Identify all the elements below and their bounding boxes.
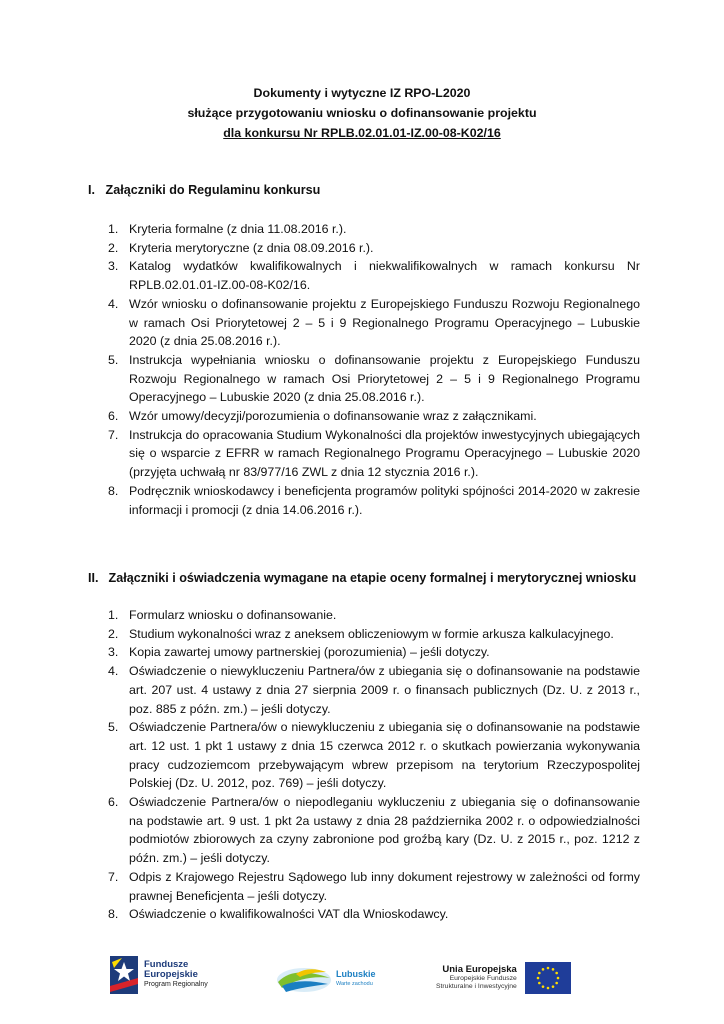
title-line-2: służące przygotowaniu wniosku o dofinansowanie projektu [187,106,537,120]
list-item [108,905,640,924]
section-1-number: I. [88,183,95,197]
eu-star [555,982,558,985]
list-item [108,220,640,239]
list-item-number: 4. [108,296,119,311]
list-item [108,643,640,662]
eu-star [557,977,560,980]
list-item-number: 8. [108,907,119,922]
section-2-title: Załączniki i oświadczenia wymagane na etapie oceny formalnej i merytorycznej wniosku [108,571,637,585]
list-item-text: Wzór wniosku o dofinansowanie projektu z Europejskiego Funduszu Rozwoju Regionalnego w ramach Osi Priorytetowej 2 – 5 i 9 Regionalnego Programu Operacyjnego – Lubuskie 2020 (z dnia 25.08.2016 r.). [129,296,640,349]
list-item-text: Podręcznik wnioskodawcy i beneficjenta programów polityki spójności 2014-2020 w zakresie informacji i promocji (z dnia 14.06.2016 r.). [129,483,640,517]
list-item-number: 6. [108,409,119,424]
list-item-text: Studium wykonalności wraz z aneksem obliczeniowym w formie arkusza kalkulacyjnego. [129,626,614,641]
list-item-text: Kopia zawartej umowy partnerskiej (porozumienia) – jeśli dotyczy. [129,645,490,660]
list-item [108,482,640,519]
list-item [108,426,640,482]
eu-star [542,968,545,971]
fe-line-1: Fundusze [144,959,189,970]
list-item [108,257,640,294]
list-item-number: 7. [108,427,119,442]
title-line-1: Dokumenty i wytyczne IZ RPO-L2020 [253,86,471,100]
fe-line-3: Program Regionalny [144,981,208,988]
fe-line-2: Europejskie [144,969,198,980]
document-title [0,83,724,143]
list-item [108,606,640,625]
lubuskie-name: Lubuskie [336,969,376,979]
list-item-number: 7. [108,869,119,884]
eu-star [537,977,540,980]
list-item [108,662,640,718]
list-item-text: Odpis z Krajowego Rejestru Sądowego lub inny dokument rejestrowy w zależności od formy prawnej Beneficjenta – jeśli dotyczy. [129,869,640,903]
lubuskie-wave-icon [276,964,332,994]
section-1-title: Załączniki do Regulaminu konkursu [105,183,321,197]
list-item-text: Oświadczenie Partnera/ów o niepodleganiu wykluczeniu z ubiegania się o dofinansowanie na podstawie art. 9 ust. 1 pkt 2a ustawy z dnia 28 października 2002 r. o odpowiedzialności podmiotów zbiorowych za czyny zabronione pod groźbą kary (Dz. U. z 2015 r., poz. 1212 z późn. zm.) – jeśli dotyczy. [129,795,640,866]
section-1-heading [88,181,320,199]
list-item [108,351,640,407]
lubuskie-logo [276,964,376,994]
ue-line-2: Europejskie Fundusze [449,975,517,982]
list-item-number: 2. [108,626,119,641]
eu-star [547,987,550,990]
footer-logos [0,950,724,1010]
section-2-heading [88,569,636,587]
list-item-text: Oświadczenie o niewykluczeniu Partnera/ów z ubiegania się o dofinansowanie na podstawie art. 207 ust. 4 ustawy z dnia 27 sierpnia 2009 r. o finansach publicznych (Dz. U. z 2013 r., poz. 885 z późn. zm.) – jeśli dotyczy. [129,664,640,716]
list-item-number: 4. [108,664,119,679]
ue-line-3: Strukturalne i Inwestycyjne [436,983,517,990]
eu-star [552,968,555,971]
list-item-number: 6. [108,795,119,810]
list-item-text: Kryteria formalne (z dnia 11.08.2016 r.). [129,222,347,236]
list-item-text: Kryteria merytoryczne (z dnia 08.09.2016 r.). [129,240,374,255]
list-item-number: 2. [108,240,119,255]
list-item-number: 3. [108,645,119,660]
section-1-list [108,220,640,519]
section-2-number: II. [88,571,99,585]
eu-flag-icon [525,962,571,994]
ue-line-1: Unia Europejska [442,964,517,975]
eu-star [552,985,555,988]
list-item [108,239,640,258]
title-line-3: dla konkursu Nr RPLB.02.01.01-IZ.00-08-K02/16 [223,126,501,140]
eu-star [542,985,545,988]
list-item-text: Oświadczenie o kwalifikowalności VAT dla Wnioskodawcy. [129,907,449,922]
list-item-text: Katalog wydatków kwalifikowalnych i niekwalifikowalnych w ramach konkursu Nr RPLB.02.01.01-IZ.00-08-K02/16. [129,259,640,293]
fundusze-europejskie-logo [110,956,208,994]
list-item-number: 1. [108,222,119,236]
list-item-number: 3. [108,259,119,274]
list-item-number: 5. [108,352,119,367]
lubuskie-tagline: Warte zachodu [336,981,373,987]
eu-star [547,967,550,970]
unia-europejska-logo [436,962,571,994]
list-item-text: Formularz wniosku o dofinansowanie. [129,608,337,622]
list-item-text: Instrukcja do opracowania Studium Wykonalności dla projektów inwestycyjnych ubiegających się o wsparcie z EFRR w ramach Regionalnego Programu Operacyjnego – Lubuskie 2020 (przyjęta uchwałą nr 83/977/16 ZWL z dnia 12 stycznia 2016 r.). [129,427,640,480]
eu-star [555,972,558,975]
eu-star [538,972,541,975]
list-item [108,407,640,426]
list-item [108,718,640,793]
list-item-text: Oświadczenie Partnera/ów o niewykluczeniu z ubiegania się o dofinansowanie na podstawie art. 12 ust. 1 pkt 1 ustawy z dnia 15 czerwca 2012 r. o skutkach powierzania wykonywania pracy cudzoziemcom przebywającym wbrew przepisom na terytorium Rzeczypospolitej Polskiej (Dz. U. 2012, poz. 769) – jeśli dotyczy. [129,720,640,791]
list-item [108,625,640,644]
list-item [108,295,640,351]
list-item-text: Wzór umowy/decyzji/porozumienia o dofinansowanie wraz z załącznikami. [129,409,537,424]
fe-star-icon [110,956,138,994]
list-item-text: Instrukcja wypełniania wniosku o dofinansowanie projektu z Europejskiego Funduszu Rozwoju Regionalnego w ramach Osi Priorytetowej 2 – 5 i 9 Regionalnego Programu Operacyjnego – Lubuskie 2020 (z dnia 25.08.2016 r.). [129,352,640,405]
section-2-list [108,606,640,924]
list-item-number: 5. [108,720,119,735]
list-item-number: 8. [108,483,119,498]
list-item [108,868,640,905]
list-item [108,793,640,868]
eu-star [538,982,541,985]
list-item-number: 1. [108,608,119,622]
